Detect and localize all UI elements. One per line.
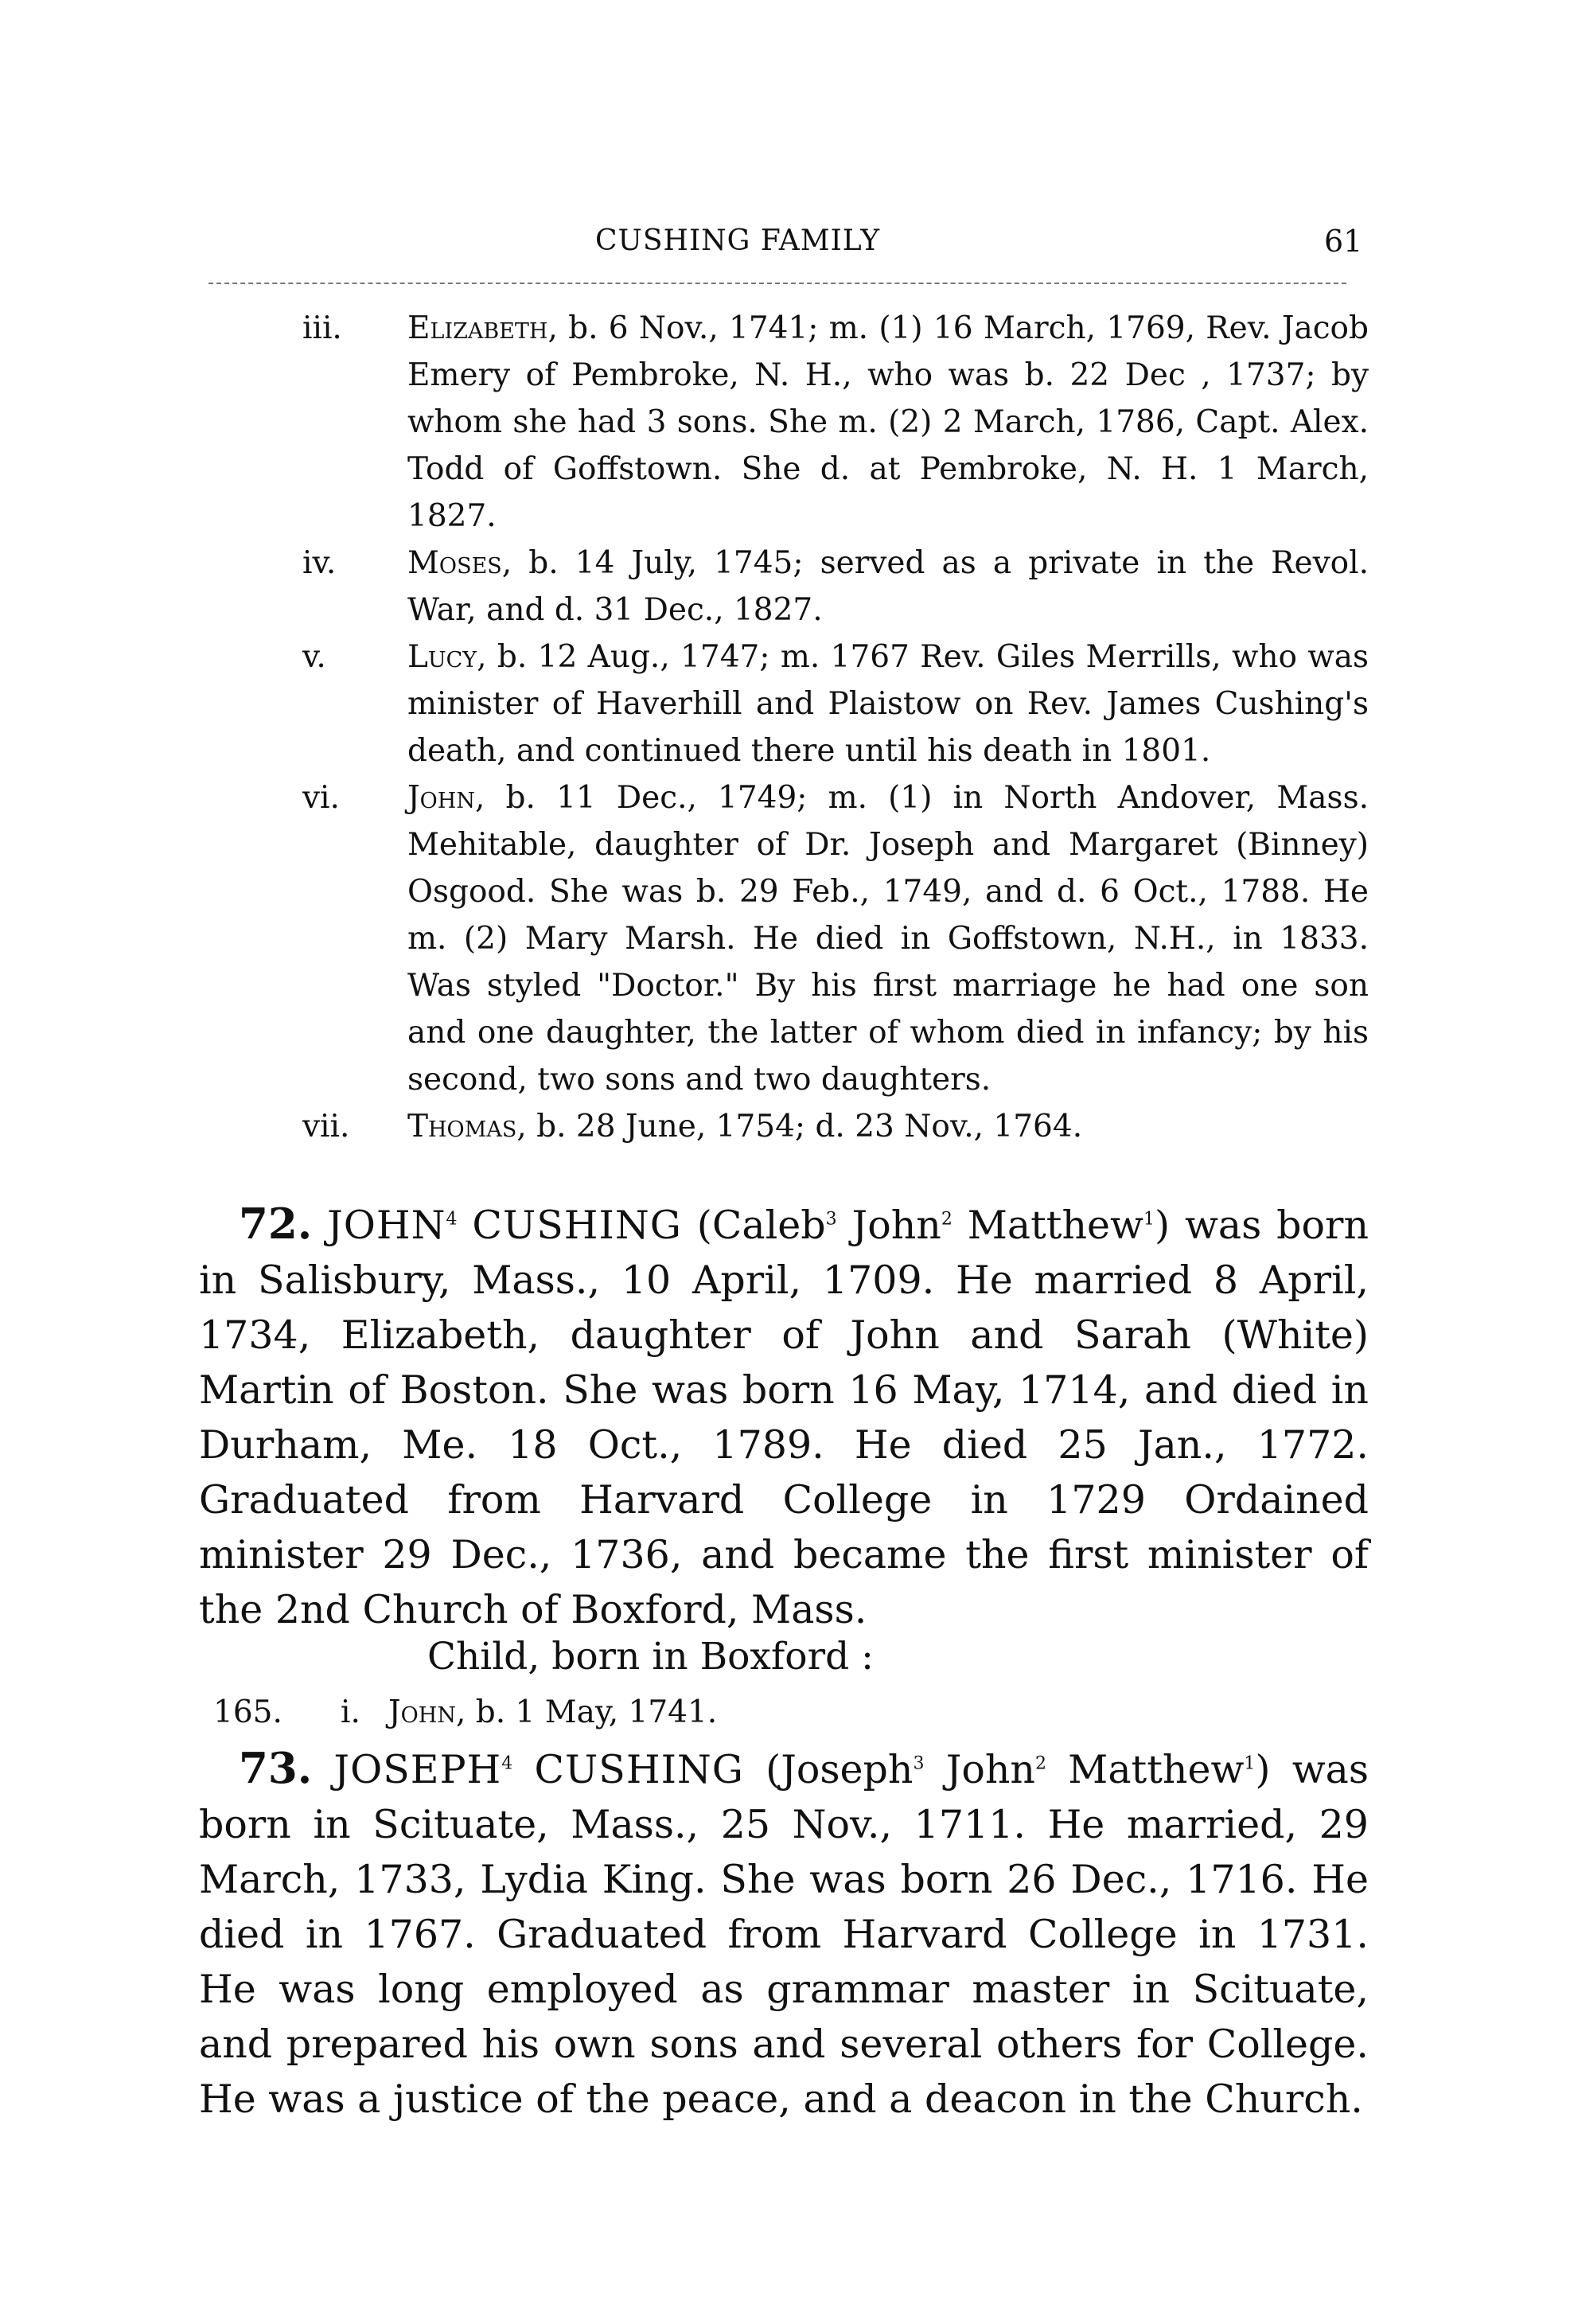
child-text: , b. 6 Nov., 1741; m. (1) 16 March, 1769, Rev. Jacob Emery of Pembroke, N. H., who was b. 22 Dec , 1737; by whom she had 3 sons. She m. (2) 2 March, 1786, Capt. Alex. Todd of Goffstown. She d. at Pembroke, N. H. 1 March, 1827. [407,310,1369,534]
child-register-number: 165. [213,1694,282,1730]
child-name: John [388,1694,456,1730]
entry-given-name: JOSEPH [333,1747,502,1792]
child-text: , b. 1 May, 1741. [455,1694,718,1730]
children-list [302,305,1369,1150]
ancestor-generation: 3 [825,1209,837,1230]
page-number: 61 [1324,224,1363,259]
entry-surname: CUSHING [472,1203,682,1248]
child-entry-iii [302,305,1369,540]
ancestor-name: Matthew [967,1203,1143,1248]
ancestor-generation: 3 [913,1753,925,1774]
ancestor-name: Matthew [1068,1747,1245,1792]
ancestor-generation: 1 [1244,1753,1256,1774]
entry-text: was born in Scituate, Mass., 25 Nov., 1711. He married, 29 March, 1733, Lydia King. She was born 26 Dec., 1716. He died in 1767. Graduated from Harvard College in 1731. He was long employed as grammar master in Scituate, and prepared his own sons and several others for College. He was a justice of the peace, and a deacon in the Church. [199,1747,1369,2122]
generation-number: 4 [501,1753,513,1774]
header-rule [208,283,1346,284]
ancestor-generation: 2 [941,1209,953,1230]
child-name: Lucy [407,639,477,675]
child-text: , b. 12 Aug., 1747; m. 1767 Rev. Giles Merrills, who was minister of Haverhill and Plaistow on Rev. James Cushing's death, and continued there until his death in 1801. [407,639,1369,769]
child-entry-165 [213,1689,717,1736]
child-numeral: vii. [302,1109,350,1144]
child-text: , b. 14 July, 1745; served as a private in the Revol. War, and d. 31 Dec., 1827. [407,545,1369,628]
ancestor-generation: 2 [1034,1753,1046,1774]
running-title: CUSHING FAMILY [595,224,881,257]
child-entry-vii [302,1103,1369,1150]
entry-given-name: JOHN [327,1203,446,1248]
entry-surname: CUSHING [534,1747,744,1792]
ancestor-name: Joseph [781,1747,914,1792]
child-entry-vi [302,774,1369,1103]
ancestor-generation: 1 [1143,1209,1155,1230]
ancestor-name: Caleb [711,1203,826,1248]
genealogy-entry-72: 72. JOHN$^4$ CUSHING (Caleb$^3$ John$^2$ Matthew$^1$) was born in Salisbury, Mass., 10 April, 1709. He married 8 April, 1734, Elizabeth, daughter of John and Sarah (White) Martin of Boston. She was born 16 May, 1714, and died in Durham, Me. 18 Oct., 1789. He died 25 Jan., 1772. Graduated from Harvard College in 1729 Ordained minister 29 Dec., 1736, and became the first minister of the 2nd Church of Boxford, Mass. [199,1199,1369,1632]
entry-number: 72. [239,1199,313,1249]
entry-number: 73. [239,1744,313,1793]
child-name: Elizabeth [407,310,548,346]
child-numeral: i. [341,1694,360,1730]
child-text: , b. 28 June, 1754; d. 23 Nov., 1764. [516,1109,1083,1144]
child-numeral: v. [302,639,326,675]
child-entry-v [302,634,1369,774]
child-name: Thomas [407,1109,517,1144]
ancestor-name: John [945,1747,1035,1792]
children-heading: Child, born in Boxford : [427,1635,874,1679]
genealogy-entry-73: 73. JOSEPH$^4$ CUSHING (Joseph$^3$ John$^2$ Matthew$^1$) was born in Scituate, Mass., 25 Nov., 1711. He married, 29 March, 1733, Lydia King. She was born 26 Dec., 1716. He died in 1767. Graduated from Harvard College in 1731. He was long employed as grammar master in Scituate, and prepared his own sons and several others for College. He was a justice of the peace, and a deacon in the Church. [199,1744,1369,2122]
child-numeral: iii. [302,310,342,346]
child-entry-iv [302,540,1369,634]
child-numeral: vi. [302,780,340,816]
entry-text: was born in Salisbury, Mass., 10 April, 1709. He married 8 April, 1734, Elizabeth, daughter of John and Sarah (White) Martin of Boston. She was born 16 May, 1714, and died in Durham, Me. 18 Oct., 1789. He died 25 Jan., 1772. Graduated from Harvard College in 1729 Ordained minister 29 Dec., 1736, and became the first minister of the 2nd Church of Boxford, Mass. [199,1203,1369,1632]
child-name: Moses [407,545,502,581]
generation-number: 4 [446,1209,458,1230]
running-head [0,221,1570,261]
ancestor-name: John [851,1203,941,1248]
child-name: John [407,780,475,816]
child-numeral: iv. [302,545,337,581]
child-text: , b. 11 Dec., 1749; m. (1) in North Andover, Mass. Mehitable, daughter of Dr. Joseph and Margaret (Binney) Osgood. She was b. 29 Feb., 1749, and d. 6 Oct., 1788. He m. (2) Mary Marsh. He died in Goffstown, N.H., in 1833. Was styled "Doctor." By his first marriage he had one son and one daughter, the latter of whom died in infancy; by his second, two sons and two daughters. [407,780,1369,1098]
